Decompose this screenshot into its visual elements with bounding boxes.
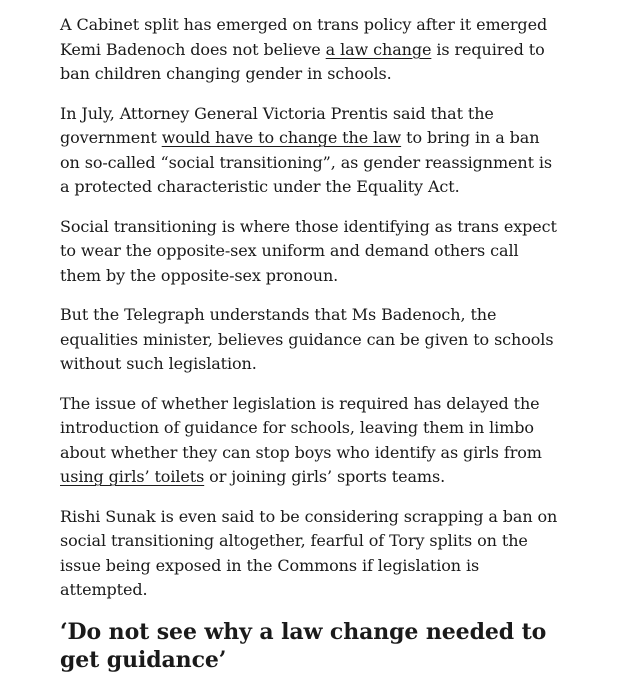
article-paragraph [60, 102, 560, 200]
paragraph-text: A Cabinet split has emerged on trans policy after it emerged Kemi Badenoch does not believe [60, 15, 548, 59]
girls-toilets-link[interactable]: using girls’ toilets [60, 467, 205, 486]
article-paragraph: But the Telegraph understands that Ms Badenoch, the equalities minister, believes guidance can be given to schools without such legislation. [60, 305, 554, 373]
article-paragraph [60, 392, 560, 490]
paragraph-text: to bring in a ban on so-called “social transitioning”, as gender reassignment is a protected characteristic under the Equality Act. [60, 128, 553, 196]
change-the-law-link[interactable]: would have to change the law [161, 128, 402, 147]
paragraph-text: In July, Attorney General Victoria Prentis said that the government [60, 103, 494, 147]
article-paragraph: Social transitioning is where those identifying as trans expect to wear the opposite-sex uniform and demand others call them by the opposite-sex pronoun. [60, 216, 557, 285]
law-change-link[interactable]: a law change [325, 39, 432, 59]
article-subheading: ‘Do not see why a law change needed to get guidance’ [60, 618, 547, 673]
article-paragraph: Rishi Sunak is even said to be considering scrapping a ban on social transitioning altogether, fearful of Tory splits on the issue being exposed in the Commons if legislation is attempted. [60, 506, 558, 599]
article-body [60, 13, 560, 674]
paragraph-text: The issue of whether legislation is required has delayed the introduction of guidance for schools, leaving them in limbo about whether they can stop boys who identify as girls from [60, 393, 542, 462]
article-paragraph [60, 13, 560, 87]
paragraph-text: is required to ban children changing gender in schools. [60, 39, 545, 83]
paragraph-text: or joining girls’ sports teams. [204, 467, 446, 486]
